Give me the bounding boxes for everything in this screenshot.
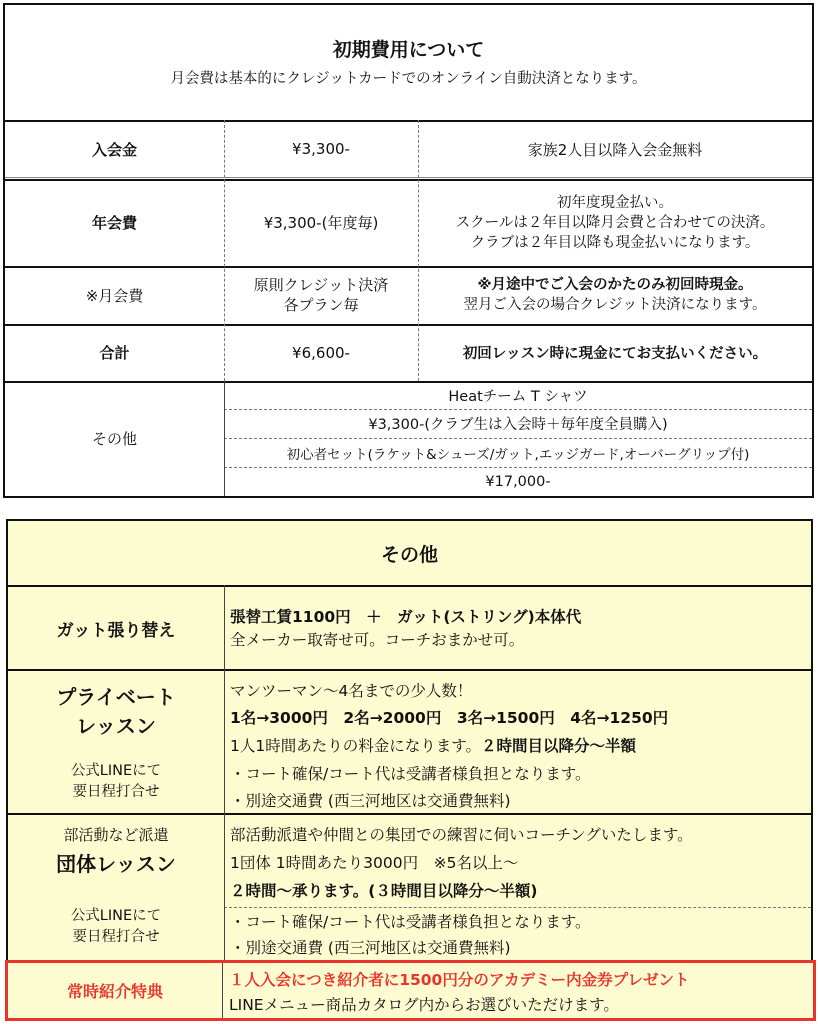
private-label-line2: レッスン <box>76 714 156 738</box>
private-sub-line2: 要日程打合せ <box>72 784 160 800</box>
other-title: その他 <box>380 543 438 566</box>
divider <box>222 963 223 1018</box>
divider <box>224 585 225 961</box>
group-line1: 部活動派遣や仲間との集団での練習に伺いコーチングいたします。 <box>230 826 693 844</box>
private-line3-b: ２時間目以降分〜半額 <box>480 737 636 755</box>
gut-line1: 張替工賃1100円 ＋ ガット(ストリング)本体代 <box>230 608 582 626</box>
group-pre: 部活動など派遣 <box>63 826 169 844</box>
note-line: クラブは２年目以降も現金払いになります。 <box>470 234 760 251</box>
initial-fees-table <box>3 3 814 498</box>
row-label-gokei: 合計 <box>99 344 130 362</box>
private-sub-line1: 公式LINEにて <box>70 763 162 779</box>
other-line-beginner-price: ¥17,000- <box>485 473 551 490</box>
divider <box>8 813 811 815</box>
divider <box>224 907 811 908</box>
price-line: 原則クレジット決済 <box>253 276 389 294</box>
row-label-nenkai: 年会費 <box>91 214 137 232</box>
row-price-nyukai: ¥3,300- <box>292 140 350 158</box>
group-sub <box>8 906 224 948</box>
group-sub-line2: 要日程打合せ <box>72 929 160 945</box>
private-label <box>8 683 224 741</box>
gut-line2: 全メーカー取寄せ可。コーチおまかせ可。 <box>230 631 525 649</box>
note-line: 翌月ご入会の場合クレジット決済になります。 <box>463 297 767 313</box>
group-line3: ２時間〜承ります。(３時間目以降分〜半額) <box>230 882 538 900</box>
row-label-nyukai: 入会金 <box>91 140 137 159</box>
referral-line2: LINEメニュー商品カタログ内からお選びいただけます。 <box>229 996 619 1014</box>
private-line1: マンツーマン〜4名までの少人数！ <box>230 682 473 700</box>
row-price-nenkai: ¥3,300-(年度毎) <box>263 214 379 232</box>
private-line3-a: 1人1時間あたりの料金になります。 <box>230 737 481 755</box>
group-sub-line1: 公式LINEにて <box>70 908 162 924</box>
fees-title: 初期費用について <box>332 39 485 61</box>
other-services-table <box>6 519 813 1019</box>
note-line: スクールは２年目以降月会費と合わせての決済。 <box>455 214 775 231</box>
group-label: 団体レッスン <box>56 852 176 876</box>
row-price-gokei: ¥6,600- <box>292 343 350 362</box>
row-note-getsukai <box>418 266 812 324</box>
price-line: 各プラン毎 <box>283 296 359 314</box>
fees-subtitle: 月会費は基本的にクレジットカードでのオンライン自動決済となります。 <box>170 71 647 87</box>
private-line5: ・別途交通費 (西三河地区は交通費無料) <box>230 792 511 810</box>
other-line-tshirt-price: ¥3,300-(クラブ生は入会時＋毎年度全員購入) <box>368 417 668 433</box>
referral-label: 常時紹介特典 <box>66 982 163 1001</box>
other-line-beginner-set: 初心者セット(ラケット&シューズ/ガット,エッジガード,オーバーグリップ付) <box>286 446 750 463</box>
referral-box <box>5 960 816 1021</box>
note-line: ※月途中でご入会のかたのみ初回時現金。 <box>477 277 753 293</box>
private-line2: 1名→3000円 2名→2000円 3名→1500円 4名→1250円 <box>230 709 669 727</box>
private-label-line1: プライベート <box>56 685 176 709</box>
referral-line1: １人入会につき紹介者に1500円分のアカデミー内金券プレゼント <box>229 971 690 989</box>
row-label-other: その他 <box>91 430 137 448</box>
other-line-tshirt: Heatチーム T シャツ <box>448 388 588 405</box>
row-price-getsukai <box>224 266 418 324</box>
group-line4: ・コート確保/コート代は受講者様負担となります。 <box>230 913 591 931</box>
row-note-gokei: 初回レッスン時に現金にてお支払いください。 <box>462 346 768 362</box>
row-note-nenkai <box>418 179 812 266</box>
row-note-nyukai: 家族2人目以降入会金無料 <box>527 140 703 159</box>
row-label-getsukai: ※月会費 <box>85 286 144 305</box>
private-sub <box>8 761 224 803</box>
divider <box>8 669 811 671</box>
private-line3 <box>230 734 636 756</box>
gut-label: ガット張り替え <box>56 620 176 641</box>
note-line: 初年度現金払い。 <box>557 194 673 211</box>
group-line2: 1団体 1時間あたり3000円 ※5名以上〜 <box>230 854 519 872</box>
private-line4: ・コート確保/コート代は受講者様負担となります。 <box>230 765 591 783</box>
group-line5: ・別途交通費 (西三河地区は交通費無料) <box>230 939 511 957</box>
